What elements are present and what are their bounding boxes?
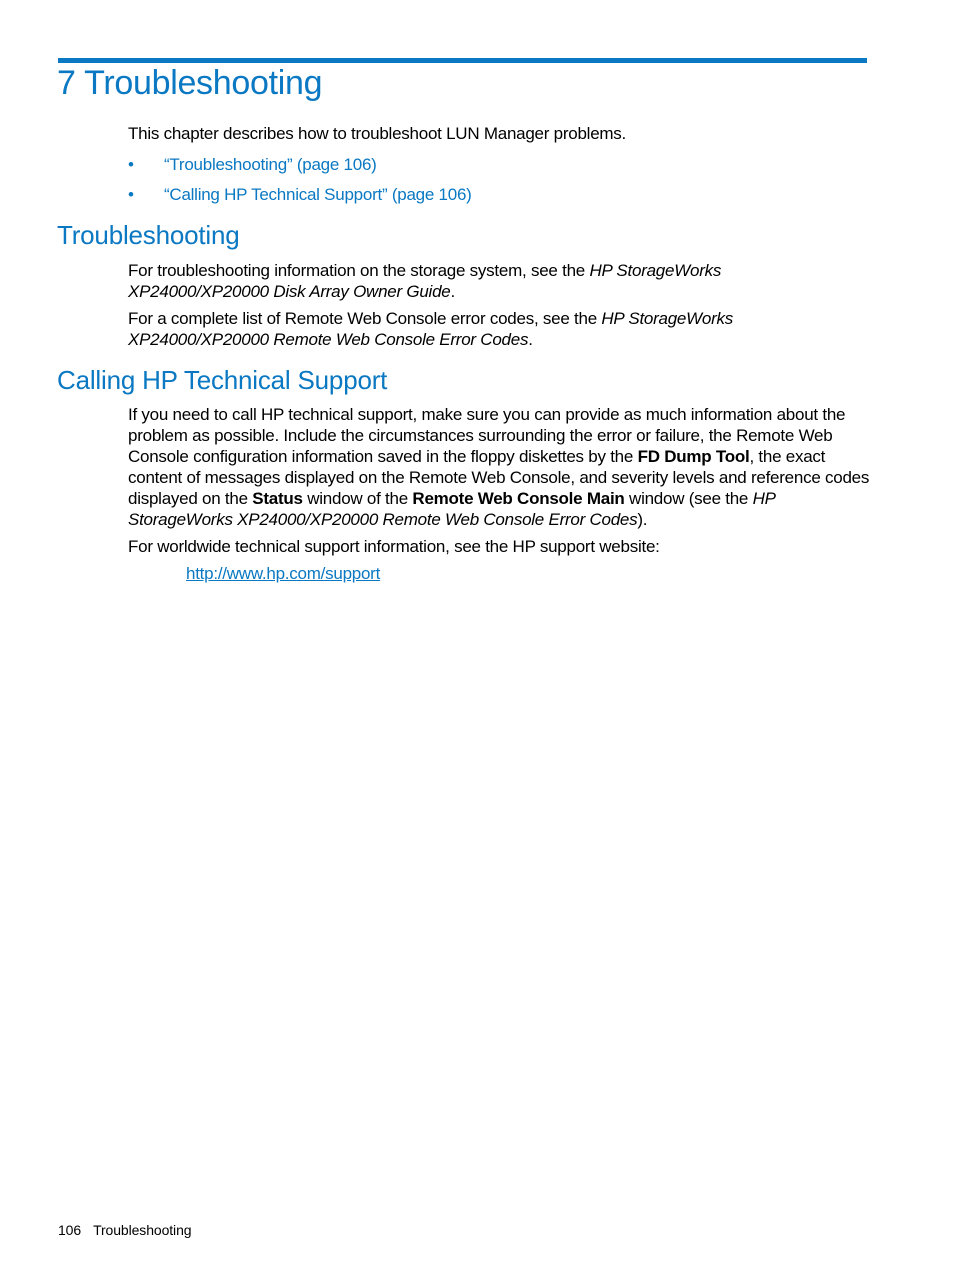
section-heading-calling-support: Calling HP Technical Support <box>57 365 388 395</box>
xref-troubleshooting-link[interactable]: “Troubleshooting” (page 106) <box>164 155 377 174</box>
xref-calling-support-link[interactable]: “Calling HP Technical Support” (page 106) <box>164 185 472 204</box>
bullet-icon: • <box>128 185 134 204</box>
support-paragraph-2: For worldwide technical support information, see the HP support website: <box>128 537 660 556</box>
section-heading-troubleshooting: Troubleshooting <box>57 220 240 250</box>
support-paragraph-1: If you need to call HP technical support, make sure you can provide as much information about the problem as possible. Include the circumstances surrounding the error or failure, the Remote Web Console configuration information saved in the floppy diskettes by the FD Dump Tool, the exact content of messages displayed on the Remote Web Console, and severity levels and reference codes displayed on the Status window of the Remote Web Console Main window (see the HP StorageWorks XP24000/XP20000 Remote Web Console Error Codes). <box>128 405 870 529</box>
page-number: 106 <box>58 1222 82 1238</box>
chapter-rule <box>58 58 867 63</box>
toc-item-troubleshooting[interactable] <box>128 154 377 175</box>
bullet-icon: • <box>128 155 134 174</box>
troubleshooting-paragraph-1: For troubleshooting information on the storage system, see the HP StorageWorks XP24000/XP20000 Disk Array Owner Guide. <box>128 261 722 301</box>
footer-section: Troubleshooting <box>93 1222 192 1238</box>
troubleshooting-paragraph-2: For a complete list of Remote Web Console error codes, see the HP StorageWorks XP24000/XP20000 Remote Web Console Error Codes. <box>128 309 734 349</box>
intro-text: This chapter describes how to troubleshoot LUN Manager problems. <box>128 124 627 143</box>
support-url-line[interactable] <box>186 563 380 584</box>
page-footer <box>58 1222 191 1238</box>
hp-support-url-link[interactable]: http://www.hp.com/support <box>186 564 381 583</box>
toc-item-calling-support[interactable] <box>128 184 472 205</box>
chapter-title: 7 Troubleshooting <box>57 64 323 102</box>
